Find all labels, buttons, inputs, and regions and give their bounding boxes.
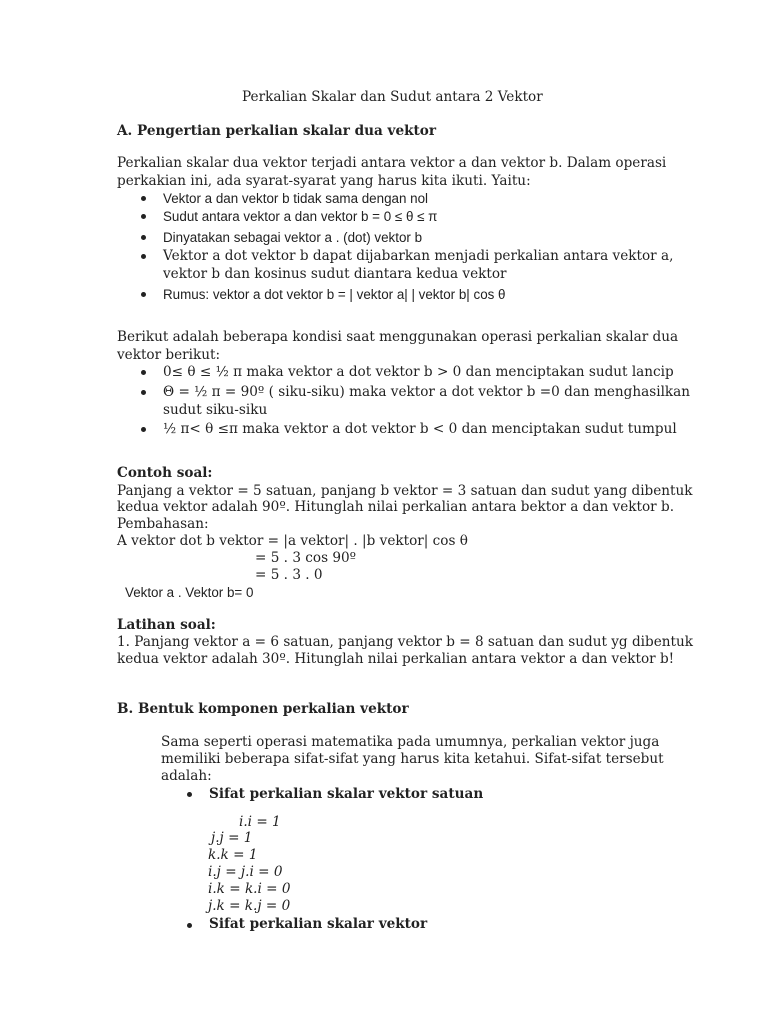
- condition-item-1: 0≤ θ ≤ ½ π maka vektor a dot vektor b > 0 dan menciptakan sudut lancip: [163, 364, 674, 380]
- bullet-icon: [187, 792, 192, 797]
- document-title: Perkalian Skalar dan Sudut antara 2 Vektor: [242, 89, 543, 105]
- example-result: Vektor a . Vektor b= 0: [125, 585, 254, 600]
- requirement-item-2: Sudut antara vektor a dan vektor b = 0 ≤ θ ≤ π: [163, 209, 438, 224]
- formula-ii: i.i = 1: [239, 814, 281, 830]
- example-line-5: = 5 . 3 cos 90º: [255, 550, 357, 566]
- bullet-icon: [141, 254, 146, 259]
- requirement-item-3: Dinyatakan sebagai vektor a . (dot) vektor b: [163, 230, 423, 245]
- conditions-intro-line-1: Berikut adalah beberapa kondisi saat menggunakan operasi perkalian skalar dua: [117, 329, 679, 345]
- example-line-6: = 5 . 3 . 0: [255, 567, 323, 583]
- formula-ik: i.k = k.i = 0: [208, 881, 291, 897]
- section-b-intro-line-3: adalah:: [161, 768, 212, 784]
- requirement-item-1: Vektor a dan vektor b tidak sama dengan nol: [163, 191, 429, 206]
- formula-kk: k.k = 1: [208, 847, 258, 863]
- sub1-heading: Sifat perkalian skalar vektor satuan: [209, 786, 484, 802]
- bullet-icon: [187, 923, 192, 928]
- bullet-icon: [141, 196, 146, 201]
- example-line-2: kedua vektor adalah 90º. Hitunglah nilai perkalian antara bektor a dan vektor b.: [117, 499, 675, 515]
- section-b-heading: B. Bentuk komponen perkalian vektor: [117, 701, 409, 717]
- requirement-item-4-line-2: vektor b dan kosinus sudut diantara kedua vektor: [163, 266, 507, 282]
- bullet-icon: [141, 427, 146, 432]
- requirement-item-4-line-1: Vektor a dot vektor b dapat dijabarkan menjadi perkalian antara vektor a,: [163, 248, 674, 264]
- section-a-heading: A. Pengertian perkalian skalar dua vektor: [117, 123, 437, 139]
- section-b-intro-line-1: Sama seperti operasi matematika pada umumnya, perkalian vektor juga: [161, 734, 660, 750]
- requirement-item-5: Rumus: vektor a dot vektor b = | vektor a| | vektor b| cos θ: [163, 287, 506, 302]
- conditions-intro-line-2: vektor berikut:: [117, 347, 221, 363]
- exercise-heading: Latihan soal:: [117, 617, 216, 633]
- formula-ij: i.j = j.i = 0: [208, 864, 283, 880]
- bullet-icon: [141, 390, 146, 395]
- section-a-intro-line-2: perkakian ini, ada syarat-syarat yang harus kita ikuti. Yaitu:: [117, 173, 531, 189]
- bullet-icon: [141, 292, 146, 297]
- condition-item-3: ½ π< θ ≤π maka vektor a dot vektor b < 0 dan menciptakan sudut tumpul: [163, 421, 677, 437]
- formula-jk: j.k = k.j = 0: [208, 898, 291, 914]
- section-a-intro-line-1: Perkalian skalar dua vektor terjadi antara vektor a dan vektor b. Dalam operasi: [117, 155, 667, 171]
- condition-item-2-line-2: sudut siku-siku: [163, 402, 268, 418]
- example-line-1: Panjang a vektor = 5 satuan, panjang b vektor = 3 satuan dan sudut yang dibentuk: [117, 483, 693, 499]
- bullet-icon: [141, 370, 146, 375]
- bullet-icon: [141, 235, 146, 240]
- sub2-heading: Sifat perkalian skalar vektor: [209, 916, 428, 932]
- section-b-intro-line-2: memiliki beberapa sifat-sifat yang harus kita ketahui. Sifat-sifat tersebut: [161, 751, 664, 767]
- exercise-line-2: kedua vektor adalah 30º. Hitunglah nilai perkalian antara vektor a dan vektor b!: [117, 651, 675, 667]
- bullet-icon: [141, 214, 146, 219]
- condition-item-2-line-1: Θ = ½ π = 90º ( siku-siku) maka vektor a dot vektor b =0 dan menghasilkan: [163, 384, 691, 400]
- formula-jj: j.j = 1: [211, 830, 253, 846]
- example-line-3: Pembahasan:: [117, 516, 209, 532]
- example-heading: Contoh soal:: [117, 465, 213, 481]
- example-line-4: A vektor dot b vektor = |a vektor| . |b vektor| cos θ: [117, 533, 468, 549]
- exercise-line-1: 1. Panjang vektor a = 6 satuan, panjang vektor b = 8 satuan dan sudut yg dibentuk: [117, 634, 693, 650]
